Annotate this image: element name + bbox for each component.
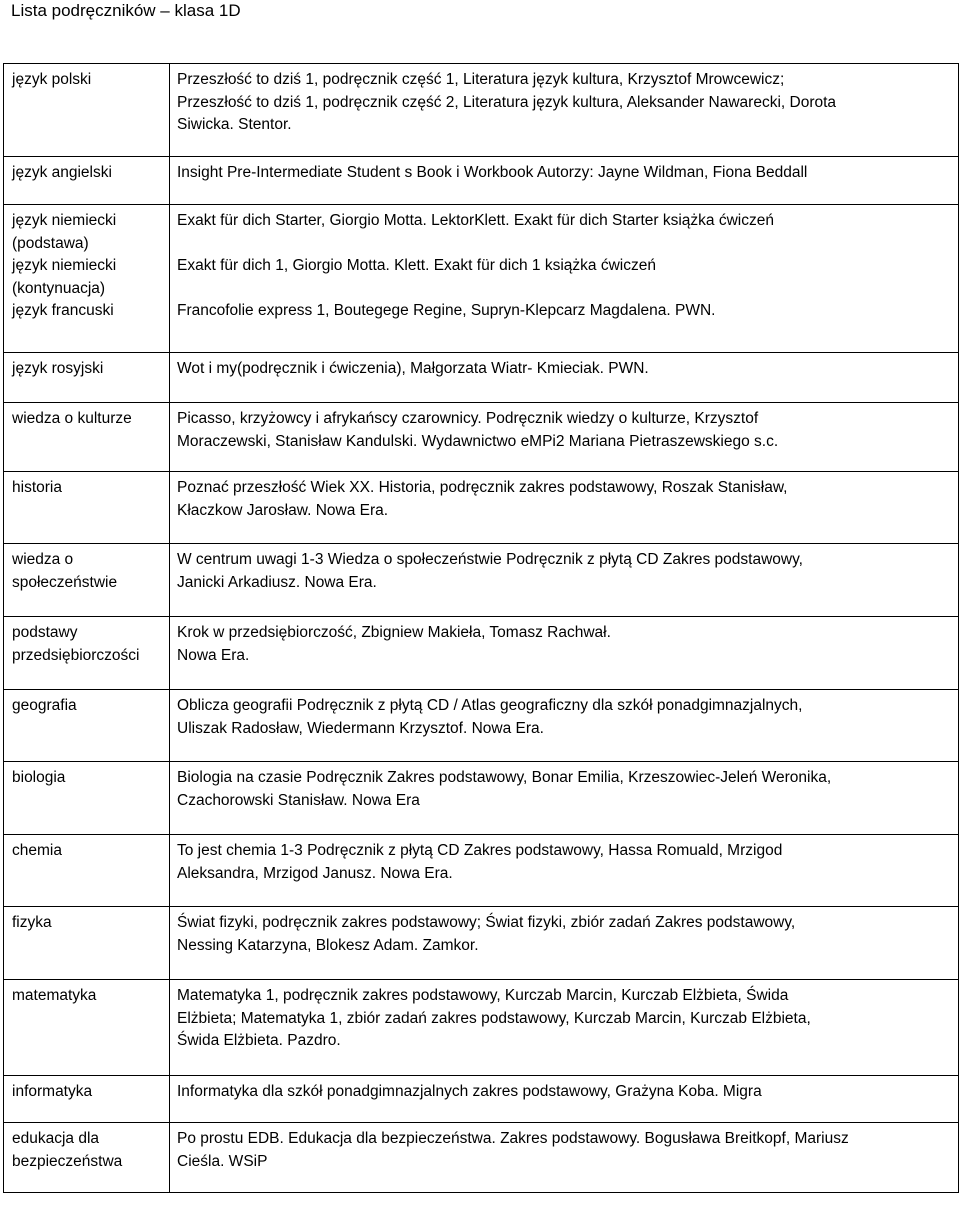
subject-name: wiedza o kulturze [12,410,132,427]
document-title: Lista podręczników – klasa 1D [11,1,241,20]
subject-name: społeczeństwie [12,573,118,591]
book-text-line: Czachorowski Stanisław. Nowa Era [177,791,420,809]
book-entry [177,408,950,453]
book-entry [177,162,950,185]
book-text-line: Świat fizyki, podręcznik zakres podstawowy; Świat fizyki, zbiór zadań Zakres podstawowy, [177,914,796,931]
book-text-line: Nowa Era. [177,646,250,664]
subject-name: język niemiecki [12,257,117,274]
subject-cell [4,353,170,403]
books-cell [170,690,959,762]
book-text-line: Oblicza geografii Podręcznik z płytą CD / Atlas geograficzny dla szkół ponadgimnazjalnych, [177,697,803,714]
subject-name: podstawy [12,624,78,641]
book-text-line: Francofolie express 1, Boutegege Regine, Supryn-Klepcarz Magdalena. PWN. [177,302,716,319]
books-cell [170,64,959,157]
book-text-line: Exakt für dich 1, Giorgio Motta. Klett. Exakt für dich 1 książka ćwiczeń [177,256,656,274]
subject-name: chemia [12,842,62,859]
table-row [4,403,959,472]
book-entry [177,985,950,1053]
table-row [4,64,959,157]
book-entry [177,210,950,233]
textbook-table-body [4,64,959,1193]
book-entry [177,622,950,667]
book-entry [177,767,950,812]
table-row [4,762,959,835]
book-text-line: To jest chemia 1-3 Podręcznik z płytą CD Zakres podstawowy, Hassa Romuald, Mrzigod [177,842,783,859]
table-row [4,472,959,544]
books-cell [170,353,959,403]
book-text-line: Wot i my(podręcznik i ćwiczenia), Małgorzata Wiatr- Kmieciak. PWN. [177,360,649,377]
book-entry [177,255,950,278]
subject-cell [4,544,170,617]
books-cell [170,544,959,617]
book-text-line: Elżbieta; Matematyka 1, zbiór zadań zakres podstawowy, Kurczab Marcin, Kurczab Elżbieta, [177,1009,811,1027]
subject-name: język niemiecki [12,212,117,229]
book-text-line: Matematyka 1, podręcznik zakres podstawowy, Kurczab Marcin, Kurczab Elżbieta, Świda [177,987,789,1004]
book-entry [177,1081,950,1104]
subject-name: język rosyjski [12,360,104,377]
subject-name: (podstawa) [12,234,89,252]
book-text-line: Siwicka. Stentor. [177,116,292,133]
subject-cell [4,617,170,690]
textbook-table [3,63,959,1193]
table-row [4,205,959,353]
books-cell [170,835,959,907]
book-entry [177,1128,950,1173]
book-text-line: Krok w przedsiębiorczość, Zbigniew Makieła, Tomasz Rachwał. [177,624,611,641]
books-cell [170,205,959,353]
subject-name: edukacja dla [12,1130,100,1147]
book-text-line: Janicki Arkadiusz. Nowa Era. [177,573,377,591]
book-text-line: Poznać przeszłość Wiek XX. Historia, podręcznik zakres podstawowy, Roszak Stanisław, [177,479,788,496]
books-cell [170,472,959,544]
subject-name: informatyka [12,1083,93,1100]
book-text-line: Uliszak Radosław, Wiedermann Krzysztof. Nowa Era. [177,719,544,737]
subject-cell [4,205,170,353]
book-text-line: Przeszłość to dziś 1, podręcznik część 2, Literatura język kultura, Aleksander Nawarecki, Dorota [177,93,837,111]
subject-name: język angielski [12,164,112,181]
subject-cell [4,762,170,835]
subject-cell [4,403,170,472]
book-text-line: Świda Elżbieta. Pazdro. [177,1032,341,1049]
book-entry [177,69,950,137]
books-cell [170,1123,959,1193]
books-cell [170,762,959,835]
subject-cell [4,1123,170,1193]
subject-name: (kontynuacja) [12,279,106,297]
table-row [4,907,959,980]
table-row [4,353,959,403]
books-cell [170,1076,959,1123]
subject-name: język francuski [12,302,114,319]
subject-name: wiedza o [12,551,74,568]
subject-cell [4,64,170,157]
table-row [4,1076,959,1123]
table-row [4,1123,959,1193]
book-entry [177,549,950,594]
subject-cell [4,980,170,1076]
book-text-line: Picasso, krzyżowcy i afrykańscy czarownicy. Podręcznik wiedzy o kulturze, Krzysztof [177,410,759,427]
book-text-line: Po prostu EDB. Edukacja dla bezpieczeństwa. Zakres podstawowy. Bogusława Breitkopf, Mariusz [177,1130,849,1147]
book-text-line: Przeszłość to dziś 1, podręcznik część 1, Literatura język kultura, Krzysztof Mrowcewicz; [177,71,785,88]
book-text-line: Nessing Katarzyna, Blokesz Adam. Zamkor. [177,936,479,954]
table-row [4,835,959,907]
subject-name: język polski [12,71,92,88]
book-text-line: Cieśla. WSiP [177,1152,268,1170]
book-entry [177,358,950,381]
table-row [4,980,959,1076]
book-entry [177,912,950,957]
book-entry [177,695,950,740]
subject-cell [4,1076,170,1123]
subject-cell [4,907,170,980]
table-row [4,157,959,205]
books-cell [170,403,959,472]
subject-name: biologia [12,769,66,786]
subject-name: matematyka [12,987,97,1004]
table-row [4,544,959,617]
subject-name: bezpieczeństwa [12,1152,123,1170]
book-text-line: Aleksandra, Mrzigod Janusz. Nowa Era. [177,864,453,882]
subject-cell [4,472,170,544]
book-text-line: Biologia na czasie Podręcznik Zakres podstawowy, Bonar Emilia, Krzeszowiec-Jeleń Weronika, [177,769,832,786]
book-entry [177,477,950,522]
subject-name: przedsiębiorczości [12,646,140,664]
table-row [4,617,959,690]
subject-cell [4,690,170,762]
book-text-line: Insight Pre-Intermediate Student s Book i Workbook Autorzy: Jayne Wildman, Fiona Beddall [177,164,808,181]
subject-name: geografia [12,697,77,714]
book-text-line: Moraczewski, Stanisław Kandulski. Wydawnictwo eMPi2 Mariana Pietraszewskiego s.c. [177,432,779,450]
book-text-line: Informatyka dla szkół ponadgimnazjalnych zakres podstawowy, Grażyna Koba. Migra [177,1083,762,1100]
subject-name: historia [12,479,62,496]
table-row [4,690,959,762]
subject-cell [4,157,170,205]
book-text-line: Kłaczkow Jarosław. Nowa Era. [177,501,389,519]
books-cell [170,980,959,1076]
subject-name: fizyka [12,914,52,931]
books-cell [170,907,959,980]
books-cell [170,617,959,690]
book-text-line: W centrum uwagi 1-3 Wiedza o społeczeństwie Podręcznik z płytą CD Zakres podstawowy, [177,551,803,568]
book-entry [177,300,950,323]
books-cell [170,157,959,205]
subject-cell [4,835,170,907]
book-text-line: Exakt für dich Starter, Giorgio Motta. LektorKlett. Exakt für dich Starter książka ćwiczeń [177,212,774,229]
book-entry [177,840,950,885]
